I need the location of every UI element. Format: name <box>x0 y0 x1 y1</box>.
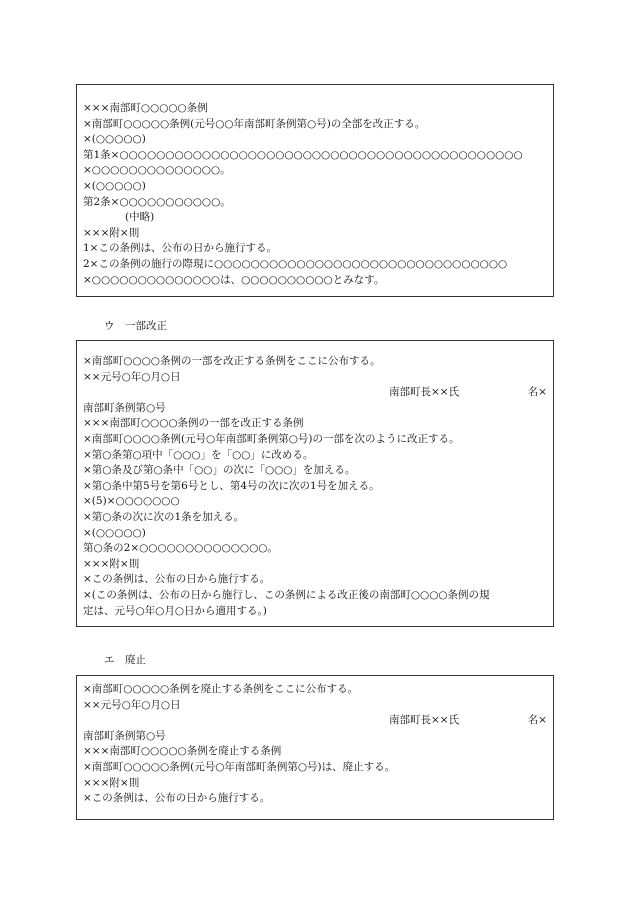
amendment-item: ×第○条中第5号を第6号とし、第4号の次に次の1号を加える。 <box>83 479 380 492</box>
article-2-text: 第2条×○○○○○○○○○○○。 <box>83 195 231 208</box>
full-revision-box <box>76 84 554 297</box>
promulgation-text: ×南部町○○○○○条例を廃止する条例をここに公布する。 <box>83 683 359 695</box>
supplementary-heading: ×××附×則 <box>83 776 140 789</box>
ordinance-number: 南部町条例第○号 <box>83 729 166 742</box>
repeal-box <box>76 675 554 820</box>
amendment-item: ×(5)×○○○○○○○ <box>83 495 180 508</box>
promulgation-text: ×南部町○○○○条例の一部を改正する条例をここに公布する。 <box>83 355 381 367</box>
mayor-title: 南部町長××氏 <box>389 386 460 399</box>
amendment-item: ×第○条及び第○条中「○○」の次に「○○○」を加える。 <box>83 464 356 477</box>
supplementary-heading: ×××附×則 <box>83 226 140 239</box>
supplementary-item-1: 1×この条例は、公布の日から施行する。 <box>83 242 277 255</box>
amendment-item: ×第○条の次に次の1条を加える。 <box>83 510 245 523</box>
new-article-text: 第○条の2×○○○○○○○○○○○○○○。 <box>83 542 278 555</box>
promulgation-date: ××元号○年○月○日 <box>83 370 181 383</box>
partial-amendment-box <box>76 340 554 627</box>
mayor-name: 名× <box>527 386 547 399</box>
article-1-continuation: ×○○○○○○○○○○○○○○。 <box>83 164 231 177</box>
supplementary-heading: ×××附×則 <box>83 557 140 570</box>
article-caption: ×(○○○○○) <box>83 526 146 539</box>
application-clause-continuation: 定は、元号○年○月○日から適用する。) <box>83 604 267 617</box>
repeal-clause: ×南部町○○○○○条例(元号○年南部町条例第○号)は、廃止する。 <box>83 760 396 773</box>
signature-row <box>83 385 547 401</box>
promulgation-date: ××元号○年○月○日 <box>83 698 181 711</box>
supplementary-item-2: 2×この条例の施行の際現に○○○○○○○○○○○○○○○○○○○○○○○○○○○○○○○○ <box>83 257 508 270</box>
partial-amendment-heading: ウ 一部改正 <box>104 320 167 332</box>
signature-row <box>83 713 547 729</box>
enforcement-clause: ×この条例は、公布の日から施行する。 <box>83 792 271 805</box>
ordinance-number: 南部町条例第○号 <box>83 401 166 414</box>
ordinance-title: ×××南部町○○○○○条例を廃止する条例 <box>83 745 282 758</box>
mayor-name: 名× <box>527 714 547 727</box>
supplementary-item-2-continuation: ×○○○○○○○○○○○○○○は、○○○○○○○○○○とみなす。 <box>83 273 385 286</box>
article-caption: ×(○○○○○) <box>83 133 146 146</box>
repeal-heading: エ 廃止 <box>104 654 146 666</box>
amendment-clause: ×南部町○○○○条例(元号○年南部町条例第○号)の一部を次のように改正する。 <box>83 432 460 445</box>
amendment-item: ×第○条第○項中「○○○」を「○○」に改める。 <box>83 448 314 461</box>
application-clause: ×(この条例は、公布の日から施行し、この条例による改正後の南部町○○○○条例の規 <box>83 588 490 601</box>
revision-clause: ×南部町○○○○○条例(元号○○年南部町条例第○号)の全部を改正する。 <box>83 117 426 130</box>
mayor-title: 南部町長××氏 <box>389 714 460 727</box>
ordinance-title: ×××南部町○○○○条例の一部を改正する条例 <box>83 417 304 430</box>
omission-note: (中略) <box>125 211 155 224</box>
ordinance-title: ×××南部町○○○○○条例 <box>83 102 208 114</box>
article-caption: ×(○○○○○) <box>83 179 146 192</box>
article-1-text: 第1条×○○○○○○○○○○○○○○○○○○○○○○○○○○○○○○○○○○○○○○○○○○○○ <box>83 148 523 161</box>
enforcement-clause: ×この条例は、公布の日から施行する。 <box>83 573 271 586</box>
